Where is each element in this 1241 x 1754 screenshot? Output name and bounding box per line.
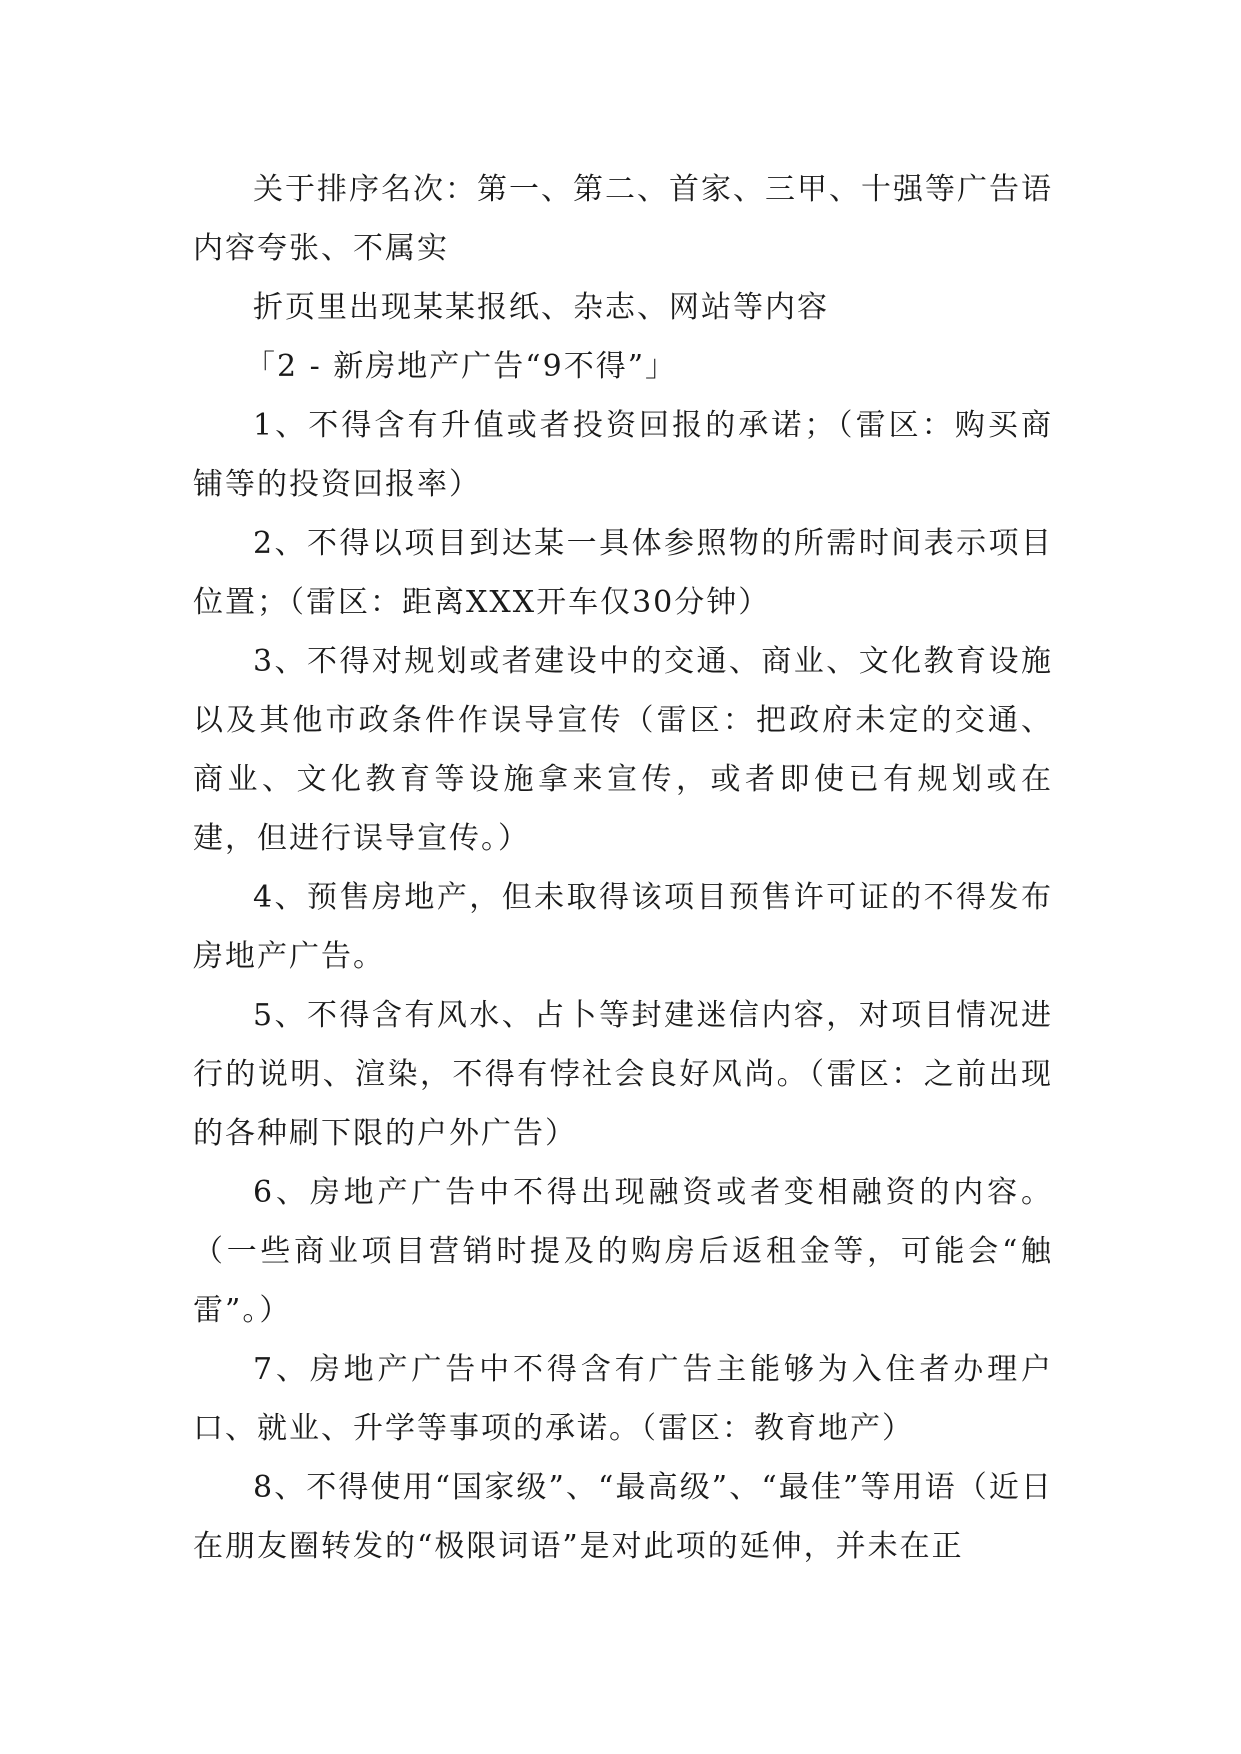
document-body — [193, 160, 1053, 1576]
rule-item-4: 4、预售房地产，但未取得该项目预售许可证的不得发布房地产广告。 — [193, 880, 1053, 974]
rule-item-3: 3、不得对规划或者建设中的交通、商业、文化教育设施以及其他市政条件作误导宣传（雷区：把政府未定的交通、商业、文化教育等设施拿来宣传，或者即使已有规划或在建，但进行误导宣传。） — [193, 644, 1053, 856]
paragraph-ranking-claims: 关于排序名次：第一、第二、首家、三甲、十强等广告语内容夸张、不属实 — [193, 172, 1053, 266]
section-heading: 「2 - 新房地产广告“9不得”」 — [245, 349, 678, 384]
rule-item-1: 1、不得含有升值或者投资回报的承诺；（雷区：购买商铺等的投资回报率） — [193, 408, 1053, 502]
rule-item-5: 5、不得含有风水、占卜等封建迷信内容，对项目情况进行的说明、渲染，不得有悖社会良好风尚。（雷区：之前出现的各种刷下限的户外广告） — [193, 998, 1053, 1151]
paragraph-brochure-media: 折页里出现某某报纸、杂志、网站等内容 — [253, 290, 829, 325]
rule-item-7: 7、房地产广告中不得含有广告主能够为入住者办理户口、就业、升学等事项的承诺。（雷区：教育地产） — [193, 1352, 1053, 1446]
rule-item-8: 8、不得使用“国家级”、“最高级”、“最佳”等用语（近日在朋友圈转发的“极限词语”是对此项的延伸，并未在正 — [193, 1470, 1053, 1564]
rule-item-6: 6、房地产广告中不得出现融资或者变相融资的内容。（一些商业项目营销时提及的购房后返租金等，可能会“触雷”。） — [193, 1175, 1053, 1328]
rule-item-2: 2、不得以项目到达某一具体参照物的所需时间表示项目位置；（雷区：距离XXX开车仅30分钟） — [193, 526, 1053, 620]
